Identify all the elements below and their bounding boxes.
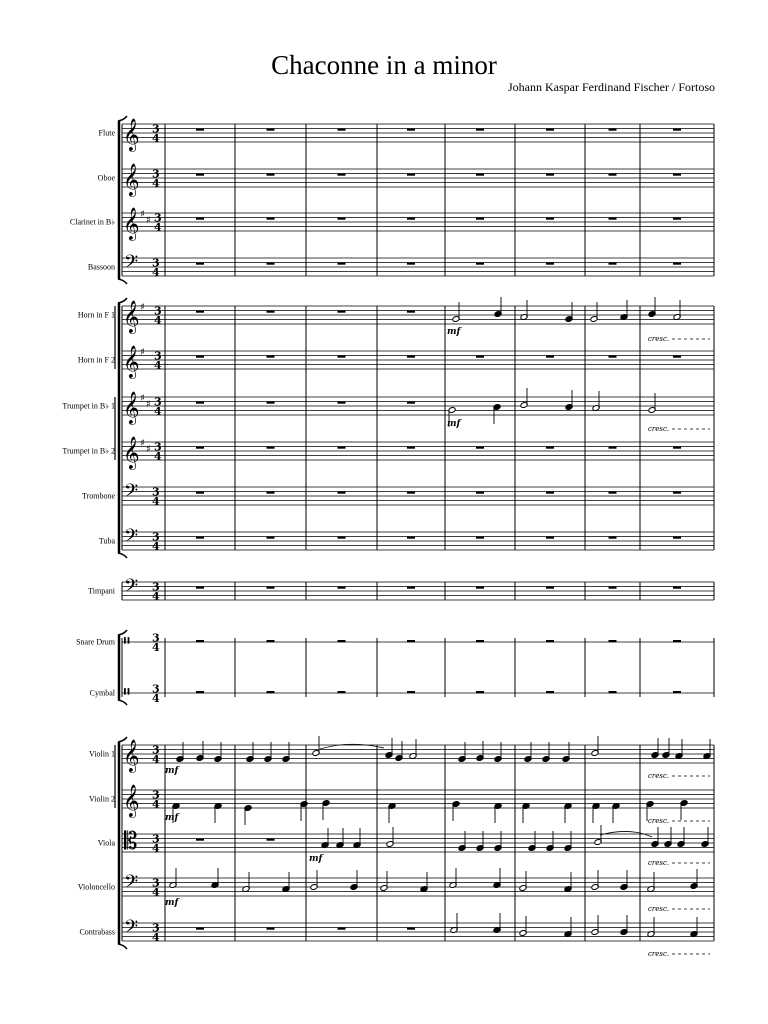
time-signature-denominator: 4 — [152, 931, 160, 944]
time-signature-denominator: 4 — [152, 753, 160, 766]
whole-rest — [407, 311, 415, 313]
treble-clef-icon: 𝄞 — [123, 739, 140, 772]
whole-rest — [609, 129, 617, 131]
whole-rest — [546, 537, 554, 539]
time-signature-denominator: 4 — [152, 798, 160, 811]
whole-rest — [407, 174, 415, 176]
whole-rest — [407, 691, 415, 693]
whole-rest — [609, 263, 617, 265]
whole-rest — [407, 356, 415, 358]
time-signature-numerator: 3 — [154, 440, 162, 454]
whole-rest — [673, 356, 681, 358]
time-signature-numerator: 3 — [152, 921, 160, 935]
whole-rest — [196, 928, 204, 930]
whole-rest — [476, 640, 484, 642]
instrument-label-snare-drum: Snare Drum — [76, 637, 115, 647]
instrument-label-contrabass: Contrabass — [79, 927, 115, 937]
whole-rest — [609, 587, 617, 589]
whole-rest — [673, 537, 681, 539]
whole-rest — [546, 492, 554, 494]
dynamic-mf: mf — [165, 813, 179, 823]
time-signature-denominator: 4 — [152, 692, 160, 705]
time-signature-denominator: 4 — [154, 359, 162, 372]
whole-rest — [267, 356, 275, 358]
whole-rest — [609, 174, 617, 176]
time-signature-numerator: 3 — [152, 256, 160, 270]
cresc-marking: cresc. — [648, 335, 670, 343]
whole-rest — [546, 691, 554, 693]
whole-rest — [673, 587, 681, 589]
whole-rest — [673, 174, 681, 176]
whole-rest — [338, 263, 346, 265]
instrument-label-bassoon: Bassoon — [87, 262, 115, 272]
whole-rest — [609, 356, 617, 358]
instrument-label-horn-2: Horn in F 2 — [77, 355, 115, 365]
whole-rest — [673, 129, 681, 131]
bracket-hook — [118, 944, 127, 949]
whole-rest — [267, 928, 275, 930]
time-signature-numerator: 3 — [152, 743, 160, 757]
whole-rest — [267, 311, 275, 313]
instrument-label-violoncello: Violoncello — [77, 882, 115, 892]
time-signature-denominator: 4 — [154, 314, 162, 327]
whole-rest — [196, 537, 204, 539]
whole-rest — [673, 691, 681, 693]
time-signature-numerator: 3 — [152, 631, 160, 645]
bass-clef-icon: 𝄢 — [124, 872, 139, 897]
whole-rest — [546, 587, 554, 589]
treble-clef-icon: 𝄞 — [123, 118, 140, 151]
whole-rest — [267, 537, 275, 539]
whole-rest — [546, 129, 554, 131]
time-signature-denominator: 4 — [152, 590, 160, 603]
instrument-label-flute: Flute — [98, 128, 115, 138]
time-signature-denominator: 4 — [152, 495, 160, 508]
sharp-icon: ♯ — [146, 399, 151, 410]
sharp-icon: ♯ — [140, 302, 145, 313]
whole-rest — [267, 263, 275, 265]
whole-rest — [476, 447, 484, 449]
time-signature-numerator: 3 — [152, 580, 160, 594]
whole-rest — [196, 402, 204, 404]
time-signature-denominator: 4 — [154, 405, 162, 418]
whole-rest — [338, 356, 346, 358]
whole-rest — [407, 447, 415, 449]
whole-rest — [196, 587, 204, 589]
whole-rest — [338, 691, 346, 693]
whole-rest — [673, 492, 681, 494]
whole-rest — [476, 263, 484, 265]
instrument-label-oboe: Oboe — [97, 173, 115, 183]
whole-rest — [546, 356, 554, 358]
whole-rest — [476, 492, 484, 494]
whole-rest — [338, 311, 346, 313]
time-signature-denominator: 4 — [152, 886, 160, 899]
whole-rest — [196, 492, 204, 494]
bracket-hook — [118, 279, 127, 284]
cresc-marking: cresc. — [648, 905, 670, 913]
cresc-marking: cresc. — [648, 425, 670, 433]
time-signature-numerator: 3 — [152, 682, 160, 696]
whole-rest — [673, 263, 681, 265]
time-signature-numerator: 3 — [154, 304, 162, 318]
whole-rest — [267, 587, 275, 589]
whole-rest — [609, 537, 617, 539]
whole-rest — [338, 218, 346, 220]
score-composer: Johann Kaspar Ferdinand Fischer / Fortoso — [508, 80, 715, 94]
whole-rest — [196, 839, 204, 841]
whole-rest — [338, 447, 346, 449]
time-signature-denominator: 4 — [152, 842, 160, 855]
bass-clef-icon: 𝄢 — [124, 576, 139, 601]
cresc-marking: cresc. — [648, 817, 670, 825]
time-signature-denominator: 4 — [152, 641, 160, 654]
whole-rest — [338, 587, 346, 589]
whole-rest — [338, 928, 346, 930]
whole-rest — [267, 839, 275, 841]
whole-rest — [476, 587, 484, 589]
time-signature-numerator: 3 — [152, 876, 160, 890]
whole-rest — [546, 174, 554, 176]
dynamic-mf: mf — [165, 898, 179, 908]
cresc-marking: cresc. — [648, 859, 670, 867]
whole-rest — [267, 402, 275, 404]
whole-rest — [196, 356, 204, 358]
whole-rest — [546, 447, 554, 449]
sharp-icon: ♯ — [140, 209, 145, 220]
whole-rest — [476, 129, 484, 131]
whole-rest — [267, 129, 275, 131]
dynamic-mf: mf — [309, 854, 323, 864]
whole-rest — [476, 174, 484, 176]
time-signature-denominator: 4 — [152, 177, 160, 190]
bass-clef-icon: 𝄢 — [124, 917, 139, 942]
alto-clef-icon: 𝄡 — [124, 827, 138, 855]
whole-rest — [476, 537, 484, 539]
whole-rest — [546, 640, 554, 642]
whole-rest — [267, 492, 275, 494]
whole-rest — [267, 691, 275, 693]
whole-rest — [546, 263, 554, 265]
whole-rest — [476, 218, 484, 220]
time-signature-numerator: 3 — [152, 485, 160, 499]
instrument-label-viola: Viola — [97, 838, 115, 848]
instrument-label-trombone: Trombone — [81, 491, 115, 501]
whole-rest — [196, 218, 204, 220]
whole-rest — [476, 691, 484, 693]
dynamic-mf: mf — [447, 419, 461, 429]
instrument-label-violin-1: Violin 1 — [89, 749, 115, 759]
whole-rest — [196, 691, 204, 693]
treble-clef-icon: 𝄞 — [123, 163, 140, 196]
sharp-icon: ♯ — [146, 444, 151, 455]
time-signature-numerator: 3 — [152, 832, 160, 846]
bracket-hook — [118, 553, 127, 558]
sharp-icon: ♯ — [146, 215, 151, 226]
whole-rest — [267, 218, 275, 220]
treble-clef-icon: 𝄞 — [123, 391, 140, 424]
whole-rest — [609, 691, 617, 693]
whole-rest — [673, 218, 681, 220]
time-signature-denominator: 4 — [154, 221, 162, 234]
whole-rest — [407, 263, 415, 265]
bass-clef-icon: 𝄢 — [124, 526, 139, 551]
whole-rest — [407, 129, 415, 131]
whole-rest — [196, 447, 204, 449]
time-signature-denominator: 4 — [154, 450, 162, 463]
whole-rest — [673, 447, 681, 449]
whole-rest — [338, 174, 346, 176]
instrument-label-cymbal: Cymbal — [89, 688, 115, 698]
treble-clef-icon: 𝄞 — [123, 300, 140, 333]
sharp-icon: ♯ — [140, 393, 145, 404]
cresc-marking: cresc. — [648, 772, 670, 780]
whole-rest — [609, 218, 617, 220]
whole-rest — [407, 640, 415, 642]
instrument-label-horn-1: Horn in F 1 — [77, 310, 115, 320]
sharp-icon: ♯ — [140, 438, 145, 449]
time-signature-numerator: 3 — [152, 530, 160, 544]
whole-rest — [267, 640, 275, 642]
whole-rest — [673, 640, 681, 642]
whole-rest — [407, 928, 415, 930]
whole-rest — [267, 174, 275, 176]
time-signature-denominator: 4 — [152, 132, 160, 145]
dynamic-mf: mf — [165, 766, 179, 776]
instrument-label-trumpet-2: Trumpet in B♭ 2 — [62, 446, 115, 456]
instrument-label-trumpet-1: Trumpet in B♭ 1 — [62, 401, 115, 411]
percussion-clef-icon: 𝄥 — [124, 682, 130, 703]
time-signature-denominator: 4 — [152, 266, 160, 279]
whole-rest — [196, 311, 204, 313]
score-title: Chaconne in a minor — [271, 50, 497, 80]
instrument-label-clarinet: Clarinet in B♭ — [69, 217, 115, 227]
whole-rest — [407, 537, 415, 539]
dynamic-mf: mf — [447, 327, 461, 337]
time-signature-numerator: 3 — [152, 788, 160, 802]
whole-rest — [407, 587, 415, 589]
time-signature-numerator: 3 — [154, 211, 162, 225]
bass-clef-icon: 𝄢 — [124, 252, 139, 277]
time-signature-numerator: 3 — [152, 122, 160, 136]
time-signature-numerator: 3 — [154, 349, 162, 363]
whole-rest — [338, 129, 346, 131]
instrument-label-violin-2: Violin 2 — [89, 794, 115, 804]
bass-clef-icon: 𝄢 — [124, 481, 139, 506]
treble-clef-icon: 𝄞 — [123, 345, 140, 378]
whole-rest — [407, 218, 415, 220]
whole-rest — [338, 640, 346, 642]
whole-rest — [196, 263, 204, 265]
whole-rest — [338, 537, 346, 539]
percussion-clef-icon: 𝄥 — [124, 631, 130, 652]
whole-rest — [407, 402, 415, 404]
treble-clef-icon: 𝄞 — [123, 784, 140, 817]
whole-rest — [546, 218, 554, 220]
instrument-label-tuba: Tuba — [98, 536, 115, 546]
sharp-icon: ♯ — [140, 347, 145, 358]
whole-rest — [609, 640, 617, 642]
treble-clef-icon: 𝄞 — [123, 436, 140, 469]
time-signature-denominator: 4 — [152, 540, 160, 553]
whole-rest — [196, 174, 204, 176]
whole-rest — [338, 492, 346, 494]
instrument-label-timpani: Timpani — [88, 586, 115, 596]
whole-rest — [476, 356, 484, 358]
whole-rest — [196, 640, 204, 642]
time-signature-numerator: 3 — [152, 167, 160, 181]
cresc-marking: cresc. — [648, 950, 670, 958]
time-signature-numerator: 3 — [154, 395, 162, 409]
whole-rest — [609, 447, 617, 449]
whole-rest — [338, 402, 346, 404]
whole-rest — [609, 492, 617, 494]
whole-rest — [407, 492, 415, 494]
treble-clef-icon: 𝄞 — [123, 207, 140, 240]
whole-rest — [267, 447, 275, 449]
whole-rest — [196, 129, 204, 131]
